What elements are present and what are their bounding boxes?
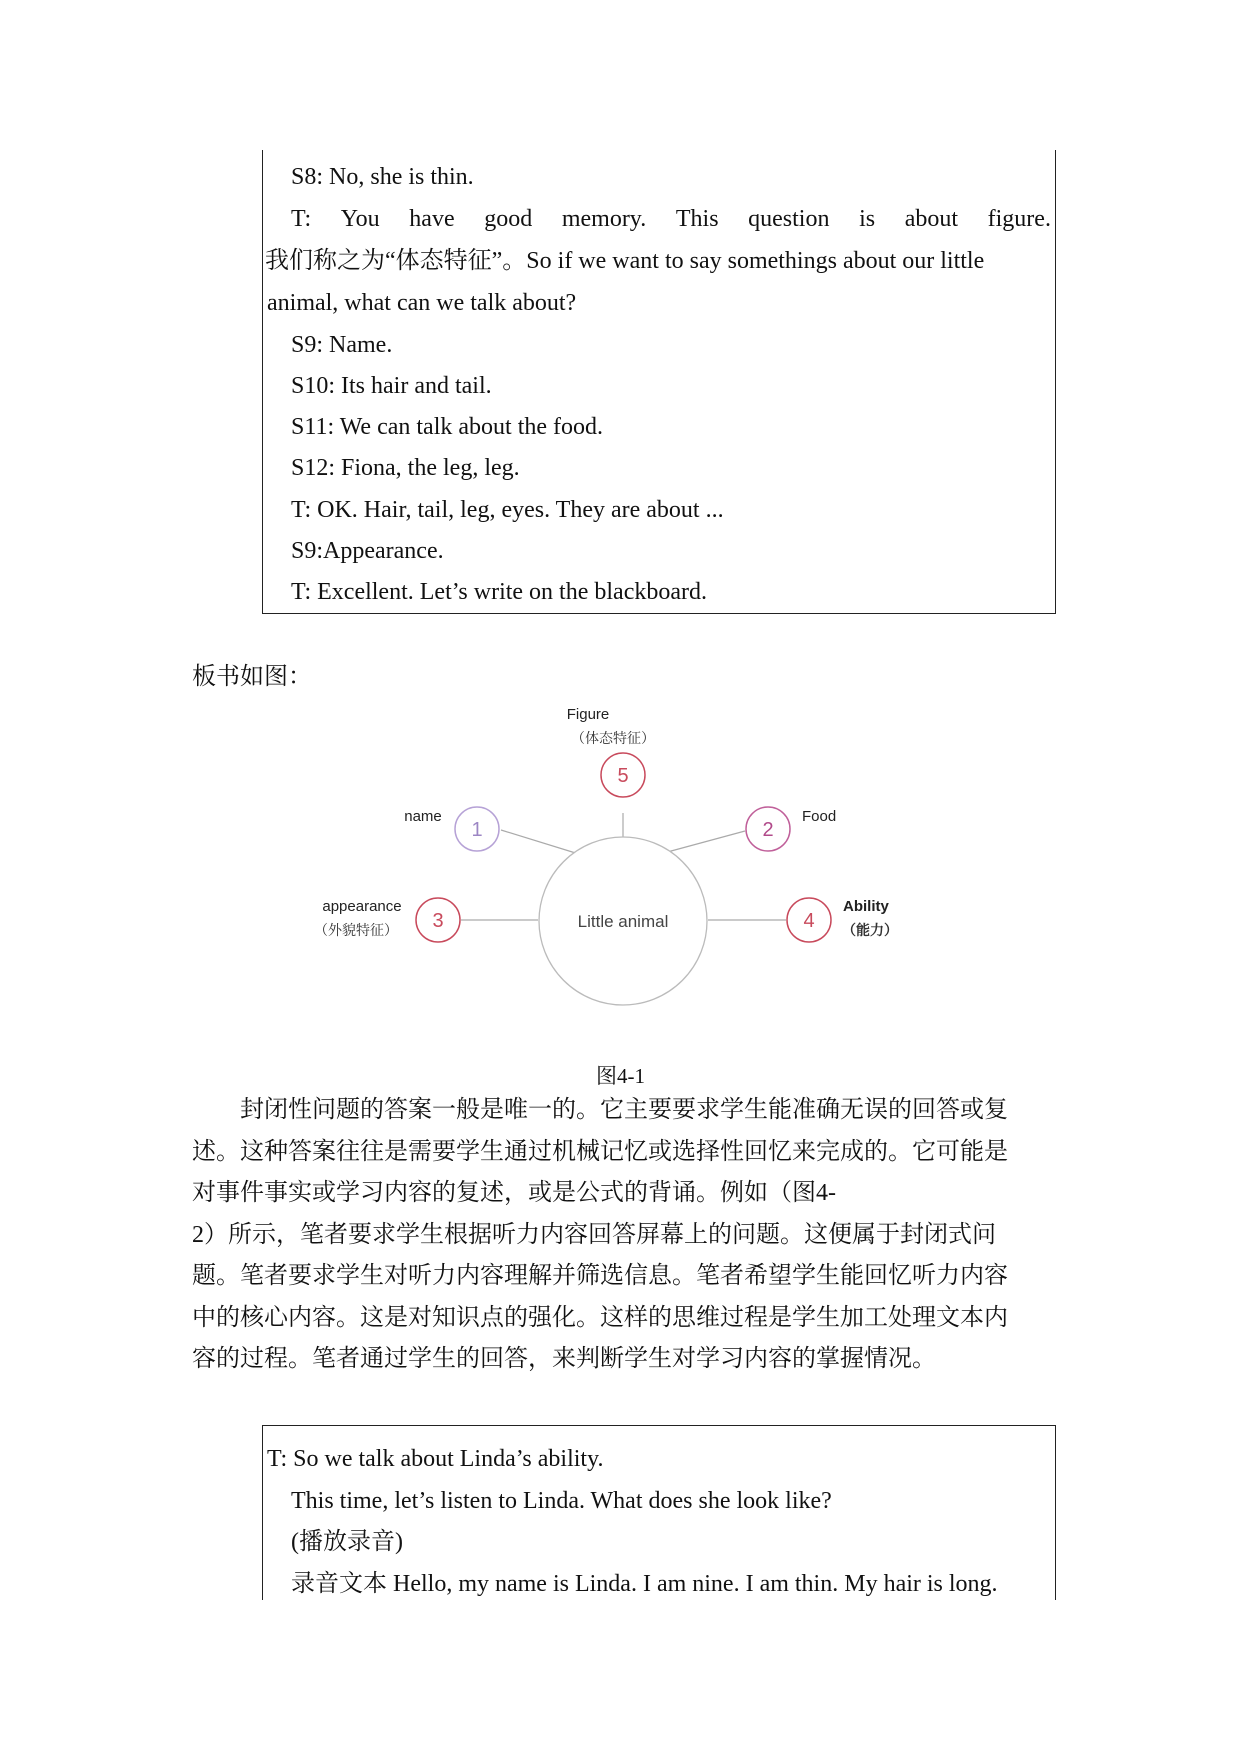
paragraph-line: 2）所示，笔者要求学生根据听力内容回答屏幕上的问题。这便属于封闭式问 [192, 1222, 996, 1248]
dialogue-line: (播放录音) [291, 1529, 403, 1555]
paragraph-line: 容的过程。笔者通过学生的回答，来判断学生对学习内容的掌握情况。 [192, 1346, 936, 1372]
word: is [859, 206, 876, 232]
node-3-sub: （外貌特征） [314, 923, 398, 939]
dialogue-box-2 [262, 1425, 1056, 1600]
word: T: [291, 206, 312, 232]
word: have [409, 206, 455, 232]
dialogue-line: This time, let’s listen to Linda. What does she look like? [291, 1488, 832, 1514]
node-5-sub: （体态特征） [571, 731, 655, 747]
mind-map-diagram [0, 700, 1241, 1030]
dialogue-line: S11: We can talk about the food. [291, 414, 603, 440]
dialogue-line-justified [263, 198, 1055, 240]
dialogue-line: animal, what can we talk about? [267, 290, 577, 316]
node-4-label: Ability [843, 898, 889, 915]
node-5-label: Figure [566, 706, 610, 723]
dialogue-line: T: So we talk about Linda’s ability. [267, 1446, 604, 1472]
dialogue-line: S8: No, she is thin. [291, 164, 474, 190]
node-5-number: 5 [617, 765, 629, 787]
dialogue-line: S10: Its hair and tail. [291, 373, 492, 399]
paragraph-line: 题。笔者要求学生对听力内容理解并筛选信息。笔者希望学生能回忆听力内容 [192, 1263, 1008, 1289]
node-2-label: Food [802, 808, 837, 825]
dialogue-line: 我们称之为“体态特征”。So if we want to say somethings about our little [265, 248, 985, 274]
node-1-number: 1 [471, 819, 483, 841]
node-4-sub: （能力） [842, 923, 898, 939]
node-4-number: 4 [803, 910, 815, 932]
board-intro: 板书如图： [192, 664, 312, 690]
word: figure. [987, 206, 1051, 232]
word: memory. [561, 206, 647, 232]
dialogue-line: T: Excellent. Let’s write on the blackboard. [291, 579, 707, 605]
figure-caption: 图4-1 [596, 1064, 645, 1088]
node-3-label: appearance [322, 898, 402, 915]
word: good [484, 206, 533, 232]
center-label: Little animal [577, 912, 669, 931]
connector-2 [660, 831, 745, 854]
dialogue-line: 录音文本 Hello, my name is Linda. I am nine. I am thin. My hair is long. [291, 1571, 998, 1597]
word: You [340, 206, 380, 232]
paragraph-line: 述。这种答案往往是需要学生通过机械记忆或选择性回忆来完成的。它可能是 [192, 1139, 1008, 1165]
node-2-number: 2 [762, 819, 774, 841]
paragraph-line: 对事件事实或学习内容的复述，或是公式的背诵。例如（图4- [192, 1180, 836, 1206]
dialogue-line: T: OK. Hair, tail, leg, eyes. They are about ... [291, 497, 724, 523]
word: question [748, 206, 830, 232]
connector-1 [501, 830, 582, 855]
node-3-number: 3 [432, 910, 444, 932]
dialogue-line: S9: Name. [291, 332, 393, 358]
word: This [675, 206, 719, 232]
dialogue-line: S12: Fiona, the leg, leg. [291, 455, 520, 481]
node-1-label: name [404, 808, 442, 825]
dialogue-box-1 [262, 150, 1056, 614]
paragraph-line: 封闭性问题的答案一般是唯一的。它主要要求学生能准确无误的回答或复 [240, 1097, 1008, 1123]
dialogue-line: S9:Appearance. [291, 538, 444, 564]
word: about [904, 206, 959, 232]
paragraph-line: 中的核心内容。这是对知识点的强化。这样的思维过程是学生加工处理文本内 [192, 1305, 1008, 1331]
